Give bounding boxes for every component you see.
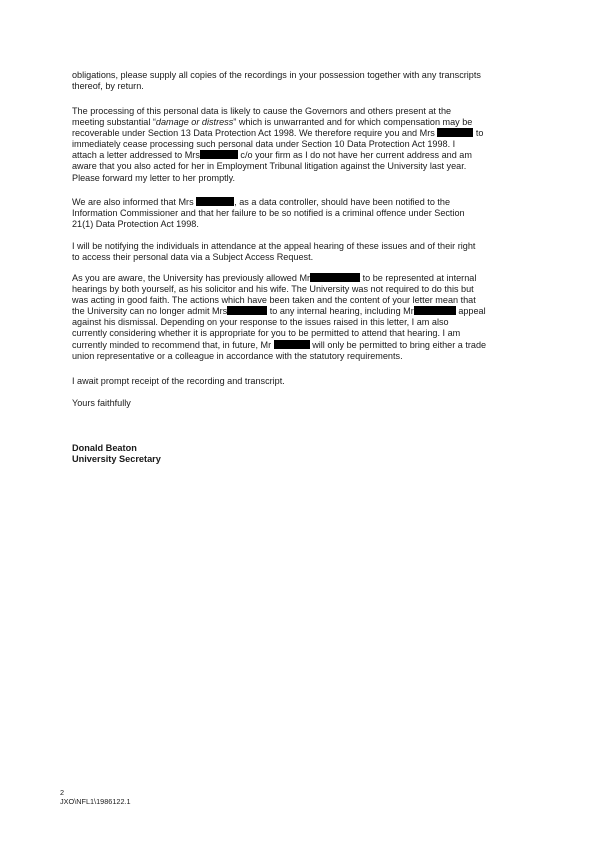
text-line xyxy=(72,197,532,208)
paragraph-representation xyxy=(72,273,532,362)
text-line: I will be notifying the individuals in attendance at the appeal hearing of these issues and of their right xyxy=(72,241,476,251)
paragraph-await xyxy=(72,376,532,387)
text-line: Yours faithfully xyxy=(72,398,131,408)
text-line xyxy=(72,128,532,139)
text-line xyxy=(72,117,532,128)
text-fragment: ” which is unwarranted and for which compensation may be xyxy=(233,117,473,128)
text-line: immediately cease processing such personal data under Section 10 Data Protection Act 1998. I xyxy=(72,139,456,150)
text-line: currently considering whether it is appropriate for you to be permitted to attend that hearing. I am xyxy=(72,328,461,339)
text-fragment: meeting substantial “ xyxy=(72,117,156,128)
redaction-bar xyxy=(437,128,473,137)
text-line: thereof, by return. xyxy=(72,81,144,92)
redaction-bar xyxy=(196,197,234,206)
text-line: Information Commissioner and that her failure to be so notified is a criminal offence under Section xyxy=(72,208,465,219)
text-line: against his dismissal. Depending on your response to the issues raised in this letter, I am also xyxy=(72,317,449,328)
signature-name: Donald Beaton xyxy=(72,443,137,453)
text-fragment: appeal xyxy=(458,306,486,317)
text-fragment: currently minded to recommend that, in future, Mr xyxy=(72,339,272,350)
paragraph-notifying xyxy=(72,241,532,263)
text-fragment: c/o your firm as I do not have her current address and am xyxy=(240,150,472,161)
text-line: obligations, please supply all copies of the recordings in your possession together with any transcripts xyxy=(72,70,481,80)
paragraph-data-controller xyxy=(72,197,532,230)
text-line: The processing of this personal data is likely to cause the Governors and others present at the xyxy=(72,106,452,116)
text-line: was acting in good faith. The actions which have been taken and the content of your letter mean that xyxy=(72,295,476,306)
redaction-bar xyxy=(227,306,267,315)
paragraph-damage-distress xyxy=(72,106,532,184)
emphasis-text: damage or distress xyxy=(155,117,234,128)
text-fragment: We are also informed that Mrs xyxy=(72,197,194,207)
paragraph-obligations xyxy=(72,70,532,92)
text-line: hearings by both yourself, as his solicitor and his wife. The University was not required to do this but xyxy=(72,284,474,295)
text-fragment: the University can no longer admit Mrs xyxy=(72,306,228,317)
text-line: 21(1) Data Protection Act 1998. xyxy=(72,219,199,230)
text-fragment: to be represented at internal xyxy=(362,273,477,283)
closing-salutation xyxy=(72,398,532,409)
text-line: aware that you also acted for her in Employment Tribunal litigation against the University last year. xyxy=(72,161,467,172)
text-fragment: recoverable under Section 13 Data Protection Act 1998. We therefore require you and Mrs xyxy=(72,128,435,139)
text-fragment: , as a data controller, should have been notified to the xyxy=(234,197,451,207)
text-line: union representative or a colleague in accordance with the statutory requirements. xyxy=(72,350,403,361)
text-line xyxy=(72,273,532,284)
text-line xyxy=(72,150,532,161)
redaction-bar xyxy=(274,340,310,349)
document-reference: JXO\NFL1\1986122.1 xyxy=(60,797,131,806)
text-fragment: to xyxy=(475,128,484,139)
text-fragment: to any internal hearing, including Mr xyxy=(269,306,414,317)
text-line xyxy=(72,340,532,351)
text-line xyxy=(72,306,532,317)
text-line: Please forward my letter to her promptly. xyxy=(72,172,236,183)
signature-title: University Secretary xyxy=(72,454,161,464)
redaction-bar xyxy=(310,273,360,282)
text-line: I await prompt receipt of the recording and transcript. xyxy=(72,376,285,386)
page-number: 2 xyxy=(60,788,65,797)
text-line: to access their personal data via a Subject Access Request. xyxy=(72,252,314,263)
redaction-bar xyxy=(200,150,238,159)
text-fragment: attach a letter addressed to Mrs xyxy=(72,150,200,161)
text-fragment: As you are aware, the University has previously allowed Mr xyxy=(72,273,311,283)
text-fragment: will only be permitted to bring either a trade xyxy=(312,339,487,350)
redaction-bar xyxy=(414,306,456,315)
